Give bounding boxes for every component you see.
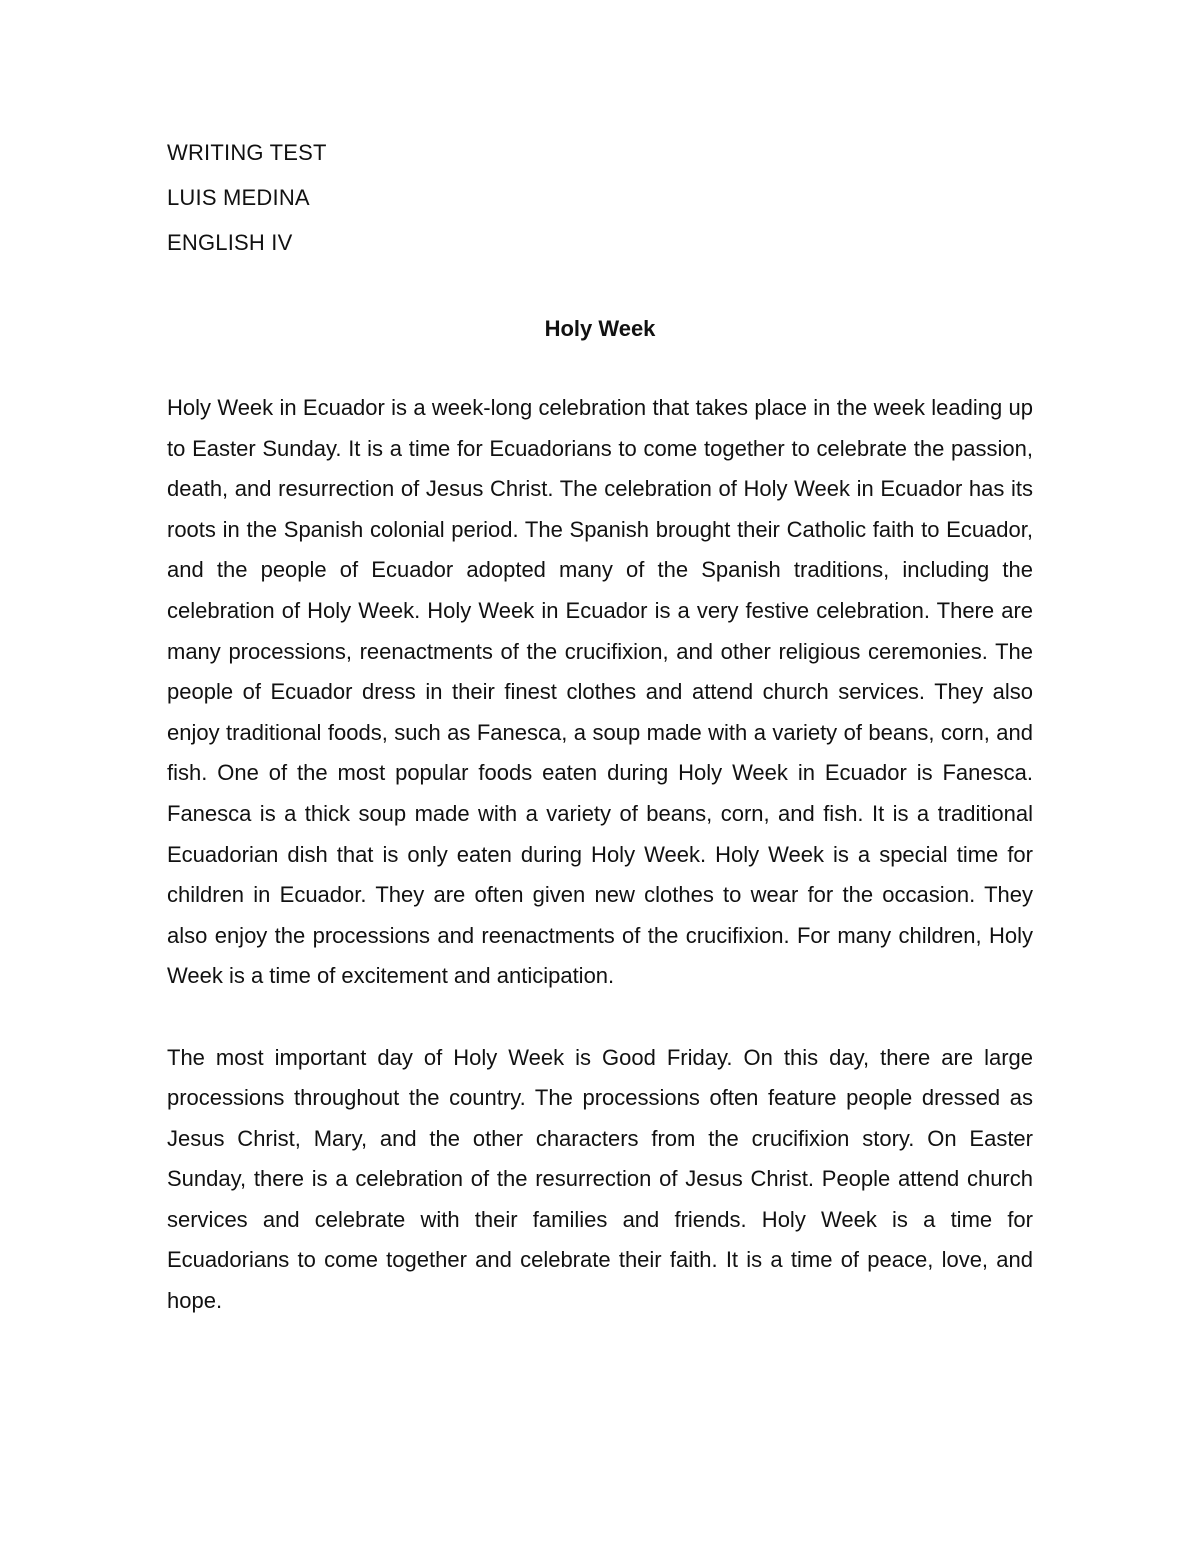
paragraph-1: Holy Week in Ecuador is a week-long celebration that takes place in the week leading up to Easter Sunday. It is a time for Ecuadorians to come together to celebrate the passion, death, and resurrection of Jesus Christ. The celebration of Holy Week in Ecuador has its roots in the Spanish colonial period. The Spanish brought their Catholic faith to Ecuador, and the people of Ecuador adopted many of the Spanish traditions, including the celebration of Holy Week. Holy Week in Ecuador is a very festive celebration. There are many processions, reenactments of the crucifixion, and other religious ceremonies. The people of Ecuador dress in their finest clothes and attend church services. They also enjoy traditional foods, such as Fanesca, a soup made with a variety of beans, corn, and fish. One of the most popular foods eaten during Holy Week in Ecuador is Fanesca. Fanesca is a thick soup made with a variety of beans, corn, and fish. It is a traditional Ecuadorian dish that is only eaten during Holy Week. Holy Week is a special time for children in Ecuador. They are often given new clothes to wear for the occasion. They also enjoy the processions and reenactments of the crucifixion. For many children, Holy Week is a time of excitement and anticipation. [167, 395, 1033, 989]
document-header [167, 138, 767, 273]
paragraph-2: The most important day of Holy Week is Good Friday. On this day, there are large processions throughout the country. The processions often feature people dressed as Jesus Christ, Mary, and the other characters from the crucifixion story. On Easter Sunday, there is a celebration of the resurrection of Jesus Christ. People attend church services and celebrate with their families and friends. Holy Week is a time for Ecuadorians to come together and celebrate their faith. It is a time of peace, love, and hope. [167, 1044, 1033, 1314]
document-body [167, 388, 1033, 1322]
document-title: Holy Week [544, 316, 656, 341]
author-name: LUIS MEDINA [167, 185, 310, 210]
assignment-label: WRITING TEST [167, 140, 327, 165]
course-name: ENGLISH IV [167, 230, 293, 255]
